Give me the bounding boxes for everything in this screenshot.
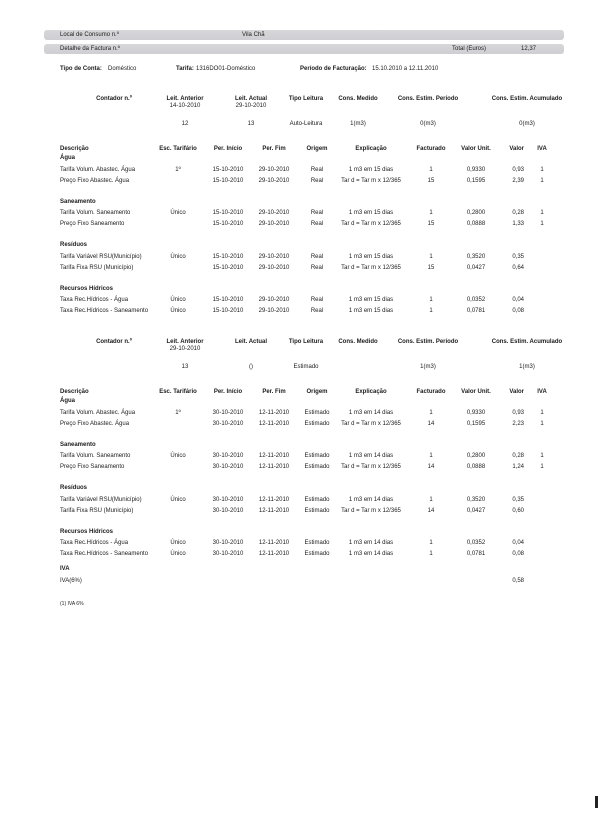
cell-explicacao: 1 m3 em 15 dias [348, 297, 394, 303]
cell-per-inicio: 15-10-2010 [212, 166, 244, 173]
cell-facturado: 1 [429, 540, 433, 546]
col-header-facturado: Facturado [416, 389, 446, 395]
cell-per-inicio: 15-10-2010 [212, 177, 244, 184]
cell-valor-unit: 0,0352 [466, 297, 486, 303]
local-consumo-bar [44, 30, 564, 40]
cell-per-fim: 12-11-2010 [258, 409, 290, 416]
meter-value-actual: 13 [247, 121, 255, 127]
cell-explicacao: 1 m3 em 14 dias [348, 551, 394, 557]
meter-header-tipo-leitura: Tipo Leitura [288, 96, 324, 102]
iva-label: IVA(6%) [60, 578, 82, 584]
cell-origem: Real [310, 177, 324, 184]
cell-per-fim: 12-11-2010 [258, 507, 290, 514]
col-header-explicacao: Explicação [355, 389, 387, 395]
cell-origem: Real [310, 297, 324, 303]
col-header-esc-tarifario: Esc. Tarifário [159, 146, 197, 152]
col-header-valor: Valor [509, 146, 524, 152]
cell-descricao: Preço Fixo Abastec. Água [60, 177, 130, 184]
cell-valor: 0,28 [512, 210, 524, 216]
cell-valor-unit: 0,1595 [466, 420, 486, 427]
cell-per-fim: 29-10-2010 [258, 166, 290, 173]
cell-valor-unit: 0,0427 [466, 507, 486, 514]
meter-value-anterior: 12 [181, 121, 189, 127]
group-title: Resíduos [60, 242, 88, 248]
cell-per-fim: 12-11-2010 [258, 540, 290, 546]
cell-origem: Real [310, 308, 324, 314]
cell-valor-unit: 0,9330 [466, 409, 486, 416]
cell-descricao: Tarifa Fixa RSU (Município) [60, 507, 134, 514]
cell-per-inicio: 30-10-2010 [212, 551, 244, 557]
meter-header-cons-estim-periodo: Cons. Estim. Período [397, 96, 459, 102]
cell-per-inicio: 30-10-2010 [212, 464, 244, 470]
cell-descricao: Tarifa Volum. Abastec. Água [60, 409, 136, 416]
cell-origem: Estimado [304, 507, 330, 514]
cell-explicacao: 1 m3 em 15 dias [348, 210, 394, 216]
group-title: Saneamento [60, 441, 96, 448]
col-header-per-fim: Per. Fim [262, 389, 286, 395]
cell-per-inicio: 15-10-2010 [212, 308, 244, 314]
cell-valor-unit: 0,0427 [466, 264, 486, 271]
iva-footnote: (1) IVA 6% [60, 601, 84, 607]
col-header-esc-tarifario: Esc. Tarifário [159, 389, 197, 395]
cell-iva: 1 [540, 177, 544, 184]
periodo-value: 15.10.2010 a 12.11.2010 [372, 66, 439, 72]
meter-value-cons-estim-periodo: 0(m3) [420, 121, 436, 127]
cell-origem: Estimado [304, 540, 330, 546]
cell-valor: 0,04 [512, 297, 524, 303]
iva-value: 0,58 [512, 578, 524, 584]
cell-valor-unit: 0,0781 [466, 308, 486, 314]
cell-per-fim: 12-11-2010 [258, 453, 290, 459]
scan-edge-mark [595, 796, 598, 808]
meter-header-cons-estim-acumulado: Cons. Estim. Acumulado [491, 339, 563, 345]
cell-valor-unit: 0,0781 [466, 551, 486, 557]
cell-descricao: Taxa Rec.Hídricos - Saneamento [60, 308, 149, 314]
cell-per-fim: 12-11-2010 [258, 420, 290, 427]
cell-esc-tarifario: 1º [175, 166, 181, 173]
tipo-conta-value: Doméstico [108, 66, 137, 72]
col-header-valor-unit: Valor Unit. [461, 146, 491, 152]
cell-facturado: 15 [427, 177, 435, 184]
cell-facturado: 1 [429, 551, 433, 557]
cell-valor: 0,93 [512, 166, 524, 173]
cell-esc-tarifario: Único [170, 308, 186, 314]
periodo-label: Período de Facturação: [300, 66, 367, 72]
cell-per-fim: 12-11-2010 [258, 551, 290, 557]
cell-origem: Estimado [304, 453, 330, 459]
cell-facturado: 1 [429, 496, 433, 503]
cell-explicacao: 1 m3 em 14 dias [348, 453, 394, 459]
meter-value-cons-medido: 1(m3) [350, 121, 366, 127]
col-header-origem: Origem [306, 389, 328, 395]
cell-descricao: Tarifa Fixa RSU (Município) [60, 264, 134, 271]
cell-descricao: Preço Fixo Saneamento [60, 464, 125, 470]
meter-anterior-date: 29-10-2010 [169, 346, 201, 352]
meter-actual-date: 29-10-2010 [235, 103, 267, 109]
cell-origem: Estimado [304, 496, 330, 503]
cell-per-inicio: 15-10-2010 [212, 297, 244, 303]
meter-header-contador: Contador n.º [96, 96, 132, 102]
cell-explicacao: 1 m3 em 14 dias [348, 540, 394, 546]
total-label: Total (Euros) [452, 45, 487, 52]
group-title: Resíduos [60, 485, 88, 491]
col-header-descricao: Descrição [60, 146, 89, 152]
col-header-iva: IVA [537, 146, 547, 152]
cell-origem: Estimado [304, 420, 330, 427]
cell-origem: Real [310, 166, 324, 173]
cell-per-fim: 29-10-2010 [258, 221, 290, 227]
cell-esc-tarifario: Único [170, 551, 186, 557]
col-header-descricao: Descrição [60, 389, 89, 395]
detalhe-factura-label: Detalhe da Factura n.º [60, 45, 120, 52]
local-consumo-value: Vila Chã [242, 31, 265, 38]
cell-valor-unit: 0,0352 [466, 540, 486, 546]
col-header-origem: Origem [306, 146, 328, 152]
cell-facturado: 14 [427, 420, 435, 427]
cell-per-fim: 29-10-2010 [258, 297, 290, 303]
cell-per-inicio: 15-10-2010 [212, 210, 244, 216]
cell-per-inicio: 30-10-2010 [212, 496, 244, 503]
cell-iva: 1 [540, 420, 544, 427]
meter-value-cons-estim-periodo: 1(m3) [420, 364, 436, 370]
cell-valor: 0,08 [512, 308, 524, 314]
cell-explicacao: Tar d = Tar m x 12/365 [341, 464, 401, 470]
cell-explicacao: 1 m3 em 15 dias [348, 308, 394, 314]
cell-explicacao: Tar d = Tar m x 12/365 [341, 507, 401, 514]
cell-esc-tarifario: Único [170, 253, 186, 260]
cell-per-fim: 29-10-2010 [258, 210, 290, 216]
tarifa-value: 1316DO01-Doméstico [196, 66, 256, 72]
cell-descricao: Taxa Rec.Hídricos - Água [60, 540, 129, 546]
cell-valor: 1,24 [512, 464, 524, 470]
cell-facturado: 1 [429, 308, 433, 314]
meter-header-contador: Contador n.º [96, 339, 132, 345]
cell-valor: 0,60 [512, 507, 524, 514]
cell-valor: 2,39 [512, 177, 524, 184]
group-title: Recursos Hídricos [60, 285, 114, 292]
cell-facturado: 1 [429, 409, 433, 416]
meter-value-anterior: 13 [181, 364, 189, 370]
tarifa-label: Tarifa: [176, 66, 194, 72]
cell-origem: Estimado [304, 464, 330, 470]
col-header-facturado: Facturado [416, 146, 446, 152]
col-header-iva: IVA [537, 389, 547, 395]
cell-esc-tarifario: 1º [175, 409, 181, 416]
cell-descricao: Tarifa Variável RSU(Município) [60, 496, 142, 503]
cell-valor: 0,28 [512, 453, 524, 459]
cell-valor: 0,35 [512, 253, 524, 260]
cell-valor-unit: 0,1595 [466, 177, 486, 184]
cell-facturado: 1 [429, 253, 433, 260]
cell-per-inicio: 15-10-2010 [212, 253, 244, 260]
cell-per-inicio: 30-10-2010 [212, 420, 244, 427]
tipo-conta-label: Tipo de Conta: [60, 66, 102, 72]
group-title: Saneamento [60, 198, 96, 205]
cell-iva: 1 [540, 210, 544, 216]
cell-descricao: Taxa Rec.Hídricos - Água [60, 297, 129, 303]
cell-per-fim: 29-10-2010 [258, 177, 290, 184]
total-value: 12,37 [520, 45, 536, 52]
meter-header-cons-estim-acumulado: Cons. Estim. Acumulado [491, 96, 563, 102]
cell-valor-unit: 0,2800 [466, 453, 486, 459]
cell-origem: Estimado [304, 409, 330, 416]
cell-per-inicio: 30-10-2010 [212, 540, 244, 546]
meter-value-tipo-leitura: Auto-Leitura [289, 121, 323, 127]
meter-header-cons-estim-periodo: Cons. Estim. Período [397, 339, 459, 345]
cell-per-fim: 29-10-2010 [258, 264, 290, 271]
meter-header-leit-actual: Leit. Actual [234, 339, 268, 345]
cell-valor-unit: 0,3520 [466, 253, 486, 260]
meter-header-leit-anterior: Leit. Anterior [166, 96, 204, 102]
meter-value-cons-estim-acumulado: 1(m3) [519, 364, 535, 370]
col-header-valor-unit: Valor Unit. [461, 389, 491, 395]
cell-per-inicio: 30-10-2010 [212, 507, 244, 514]
cell-esc-tarifario: Único [170, 540, 186, 546]
cell-per-inicio: 30-10-2010 [212, 453, 244, 459]
cell-origem: Real [310, 221, 324, 227]
col-header-per-fim: Per. Fim [262, 146, 286, 152]
cell-origem: Estimado [304, 551, 330, 557]
cell-origem: Real [310, 264, 324, 271]
cell-descricao: Tarifa Variável RSU(Município) [60, 253, 142, 260]
cell-explicacao: 1 m3 em 14 dias [348, 496, 394, 503]
meter-header-cons-medido: Cons. Medido [338, 339, 378, 345]
cell-valor-unit: 0,2800 [466, 210, 486, 216]
cell-explicacao: Tar d = Tar m x 12/365 [341, 420, 401, 427]
local-consumo-label: Local de Consumo n.º [60, 31, 119, 38]
cell-per-inicio: 30-10-2010 [212, 409, 244, 416]
cell-facturado: 1 [429, 166, 433, 173]
col-header-per-inicio: Per. Início [213, 389, 243, 395]
cell-facturado: 14 [427, 464, 435, 470]
cell-facturado: 1 [429, 210, 433, 216]
cell-esc-tarifario: Único [170, 297, 186, 303]
group-title: Água [60, 155, 75, 161]
meter-anterior-date: 14-10-2010 [169, 103, 201, 109]
cell-valor: 1,33 [512, 221, 524, 227]
meter-header-tipo-leitura: Tipo Leitura [288, 339, 324, 345]
cell-per-inicio: 15-10-2010 [212, 264, 244, 271]
cell-origem: Real [310, 210, 324, 216]
meter-header-leit-actual: Leit. Actual [234, 96, 268, 102]
cell-facturado: 15 [427, 221, 435, 227]
cell-valor: 0,93 [512, 409, 524, 416]
cell-facturado: 1 [429, 453, 433, 459]
cell-descricao: Preço Fixo Saneamento [60, 221, 125, 227]
cell-valor-unit: 0,0888 [466, 221, 486, 227]
cell-per-fim: 29-10-2010 [258, 253, 290, 260]
cell-valor: 0,04 [512, 540, 524, 546]
cell-explicacao: Tar d = Tar m x 12/365 [341, 177, 401, 184]
cell-valor-unit: 0,3520 [466, 496, 486, 503]
meter-value-tipo-leitura: Estimado [293, 364, 319, 370]
cell-descricao: Tarifa Volum. Saneamento [60, 210, 131, 216]
cell-iva: 1 [540, 453, 544, 459]
cell-per-fim: 12-11-2010 [258, 496, 290, 503]
cell-explicacao: Tar d = Tar m x 12/365 [341, 221, 401, 227]
cell-valor-unit: 0,9330 [466, 166, 486, 173]
cell-descricao: Tarifa Volum. Saneamento [60, 453, 131, 459]
cell-per-fim: 29-10-2010 [258, 308, 290, 314]
cell-per-fim: 12-11-2010 [258, 464, 290, 470]
cell-iva: 1 [540, 464, 544, 470]
cell-valor: 2,23 [512, 420, 524, 427]
col-header-explicacao: Explicação [355, 146, 387, 152]
cell-explicacao: 1 m3 em 14 dias [348, 409, 394, 416]
cell-facturado: 1 [429, 297, 433, 303]
meter-value-actual: () [249, 364, 253, 370]
cell-iva: 1 [540, 409, 544, 416]
cell-explicacao: 1 m3 em 15 dias [348, 253, 394, 260]
cell-esc-tarifario: Único [170, 496, 186, 503]
cell-iva: 1 [540, 166, 544, 173]
cell-iva: 1 [540, 221, 544, 227]
cell-descricao: Tarifa Volum. Abastec. Água [60, 166, 136, 173]
cell-esc-tarifario: Único [170, 210, 186, 216]
cell-valor-unit: 0,0888 [466, 464, 486, 470]
cell-facturado: 15 [427, 264, 435, 271]
cell-explicacao: 1 m3 em 15 dias [348, 166, 394, 173]
meter-header-cons-medido: Cons. Medido [338, 96, 378, 102]
group-title: Água [60, 398, 75, 404]
cell-descricao: Taxa Rec.Hídricos - Saneamento [60, 551, 149, 557]
meter-value-cons-estim-acumulado: 0(m3) [519, 121, 535, 127]
group-title: Recursos Hídricos [60, 528, 114, 535]
col-header-per-inicio: Per. Início [213, 146, 243, 152]
col-header-valor: Valor [509, 389, 524, 395]
cell-explicacao: Tar d = Tar m x 12/365 [341, 264, 401, 271]
iva-group-title: IVA [60, 566, 70, 572]
cell-per-inicio: 15-10-2010 [212, 221, 244, 227]
cell-descricao: Preço Fixo Abastec. Água [60, 420, 130, 427]
cell-valor: 0,64 [512, 264, 524, 271]
cell-facturado: 14 [427, 507, 435, 514]
cell-valor: 0,08 [512, 551, 524, 557]
cell-origem: Real [310, 253, 324, 260]
meter-header-leit-anterior: Leit. Anterior [166, 339, 204, 345]
cell-esc-tarifario: Único [170, 453, 186, 459]
cell-valor: 0,35 [512, 496, 524, 503]
